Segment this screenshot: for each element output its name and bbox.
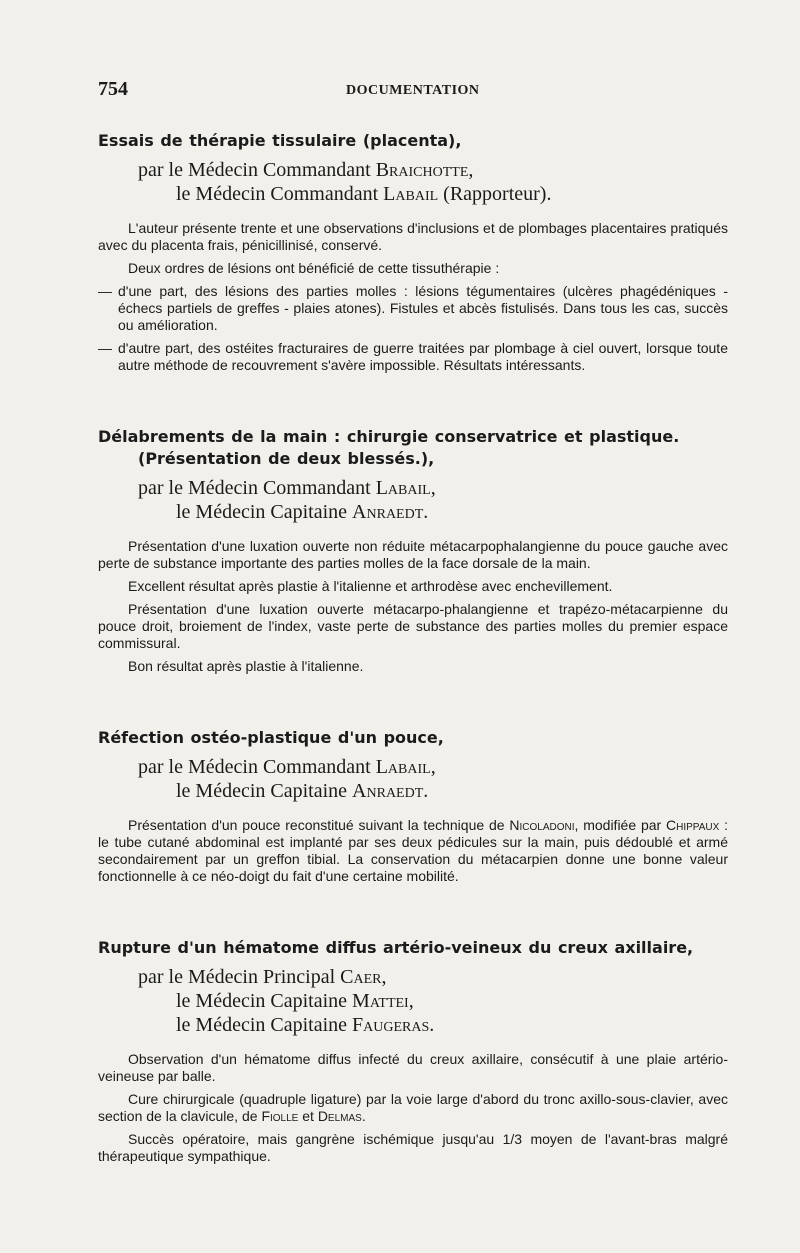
dash-item: — d'une part, des lésions des parties molles : lésions tégumentaires (ulcères phagédéniques - échecs partiels de greffes - plaies atones). Fistules et abcès fistulisés. Dans tous les cas, succès ou amélioration. — [98, 283, 728, 334]
section-body — [98, 817, 728, 885]
author-block — [98, 158, 728, 206]
paragraph: Deux ordres de lésions ont bénéficié de cette tissuthérapie : — [128, 260, 500, 276]
paragraph: Présentation d'un pouce reconstitué suivant la technique de Nicoladoni, modifiée par Chippaux : le tube cutané abdominal est implanté par ses deux pédicules sur la main, puis dédoublé et armé secondairement par un greffon tibial. La conservation du métacarpien donne une bonne valeur fonctionnelle à ce néo-doigt du fait d'une certaine mobilité. — [98, 817, 728, 884]
paragraph: Présentation d'une luxation ouverte non réduite métacarpophalangienne du pouce gauche avec perte de substance importante des parties molles de la face dorsale de la main. — [98, 538, 728, 571]
page-header — [98, 78, 728, 112]
author-line: par le Médecin Principal Caer, — [138, 966, 387, 988]
section-title: Réfection ostéo-plastique d'un pouce, — [98, 728, 444, 747]
section-title: Rupture d'un hématome diffus artério-veineux du creux axillaire, — [98, 938, 694, 957]
author-block — [98, 965, 728, 1037]
page — [98, 78, 728, 1171]
author-block — [98, 755, 728, 803]
paragraph: Succès opératoire, mais gangrène ischémique jusqu'au 1/3 moyen de l'avant-bras malgré thérapeutique sympathique. — [98, 1131, 728, 1164]
author-line: le Médecin Capitaine Anraedt. — [176, 501, 429, 523]
section-body — [98, 1051, 728, 1165]
author-line: par le Médecin Commandant Braichotte, — [138, 159, 474, 181]
page-number: 754 — [98, 78, 128, 100]
section-title: Essais de thérapie tissulaire (placenta), — [98, 131, 462, 150]
author-line: le Médecin Capitaine Anraedt. — [176, 780, 429, 802]
section-body — [98, 220, 728, 374]
section-hematome — [98, 937, 728, 1165]
author-line: le Médecin Capitaine Faugeras. — [176, 1014, 435, 1036]
author-line: le Médecin Commandant Labail (Rapporteur). — [176, 183, 552, 205]
dash-item: — d'autre part, des ostéites fracturaires de guerre traitées par plombage à ciel ouvert, lorsque toute autre méthode de recouvrement s'avère impossible. Résultats intéressants. — [98, 340, 728, 374]
section-title: Délabrements de la main : chirurgie conservatrice et plastique. — [98, 427, 680, 446]
section-pouce — [98, 727, 728, 885]
author-line: par le Médecin Commandant Labail, — [138, 756, 436, 778]
author-line: le Médecin Capitaine Mattei, — [176, 990, 414, 1012]
paragraph: Cure chirurgicale (quadruple ligature) par la voie large d'abord du tronc axillo-sous-clavier, avec section de la clavicule, de Fiolle et Delmas. — [98, 1091, 728, 1124]
author-block — [98, 476, 728, 524]
paragraph: Présentation d'une luxation ouverte métacarpo-phalangienne et trapézo-métacarpienne du pouce droit, broiement de l'index, vaste perte de substance des parties molles du premier espace commissural. — [98, 601, 728, 651]
paragraph: L'auteur présente trente et une observations d'inclusions et de plombages placentaires pratiqués avec du placenta frais, pénicillinisé, conservé. — [98, 220, 728, 253]
section-body — [98, 538, 728, 675]
author-line: par le Médecin Commandant Labail, — [138, 477, 436, 499]
section-placenta — [98, 130, 728, 374]
running-title: DOCUMENTATION — [346, 83, 480, 98]
paragraph: Excellent résultat après plastie à l'italienne et arthrodèse avec enchevillement. — [128, 578, 613, 594]
paragraph: Observation d'un hématome diffus infecté du creux axillaire, consécutif à une plaie artério-veineuse par balle. — [98, 1051, 728, 1084]
section-main — [98, 426, 728, 675]
paragraph: Bon résultat après plastie à l'italienne. — [128, 658, 364, 674]
section-title-continuation: (Présentation de deux blessés.), — [138, 449, 435, 468]
